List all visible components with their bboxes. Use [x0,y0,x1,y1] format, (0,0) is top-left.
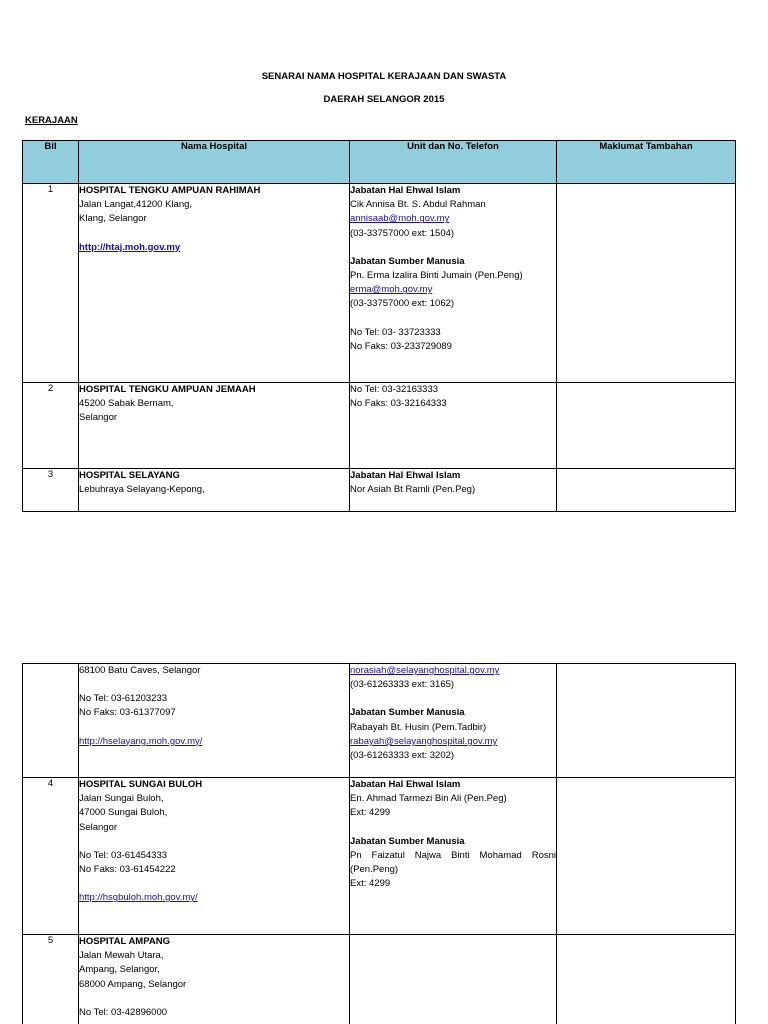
hospital-name: HOSPITAL SELAYANG [79,470,180,481]
unit-title: Jabatan Hal Ehwal Islam [350,779,461,790]
unit-cell [350,383,557,469]
hospital-cell [79,184,350,383]
hospital-website-link[interactable]: http://htaj.moh.gov.my [79,241,181,253]
section-heading: KERAJAAN [25,115,78,126]
address-line: 68100 Batu Caves, Selangor [79,665,201,676]
additional-info-cell [557,935,736,1024]
row-number: 2 [23,383,79,469]
header-maklumat-tambahan: Maklumat Tambahan [557,141,736,184]
unit-person: Nor Asiah Bt Ramli (Pen.Peg) [350,484,476,496]
table-row [23,664,736,778]
unit-person: Cik Annisa Bt. S. Abdul Rahman [350,199,486,211]
additional-info-cell [557,664,736,778]
unit-title: Jabatan Hal Ehwal Islam [350,185,461,196]
additional-info-cell [557,184,736,383]
telephone: No Tel: 03- 33723333 [350,326,441,338]
address-line: Jalan Langat,41200 Klang, [79,199,193,211]
hospital-cell [79,778,350,935]
hospital-name: HOSPITAL SUNGAI BULOH [79,779,203,790]
unit-cell [350,664,557,778]
unit-phone: (03-61263333 ext: 3165) [350,679,455,691]
address-line: Jalan Sungai Buloh, [79,793,164,805]
header-bil: Bil [23,141,79,184]
document-page-2 [0,600,768,1024]
unit-ext: Ext: 4299 [350,878,391,890]
fax: No Faks: 03-61454222 [79,864,176,876]
hospital-website-link[interactable]: http://hsgbuloh.moh.gov.my/ [79,892,198,904]
address-line: 45200 Sabak Bernam, [79,398,174,410]
unit-title: Jabatan Sumber Manusia [350,255,465,267]
address-line: Jalan Mewah Utara, [79,950,164,962]
hospital-cell [79,935,350,1024]
unit-cell [350,184,557,383]
fax: No Faks: 03-233729089 [350,340,452,352]
address-line: 47000 Sungai Buloh, [79,807,168,819]
hospital-name: HOSPITAL TENGKU AMPUAN RAHIMAH [79,185,261,196]
unit-email-link[interactable]: annisaab@moh.gov.my [350,213,450,225]
address-line: Ampang, Selangor, [79,964,160,976]
row-number: 4 [23,778,79,935]
telephone: No Tel: 03-32163333 [350,384,439,395]
additional-info-cell [557,469,736,513]
address-line: 68000 Ampang, Selangor [79,978,187,990]
row-number: 5 [23,935,79,1024]
unit-person: Rabayah Bt. Husin (Pem.Tadbir) [350,721,487,733]
unit-phone: (03-33757000 ext: 1062) [350,298,455,310]
unit-cell [350,469,557,513]
unit-title: Jabatan Sumber Manusia [350,707,465,719]
hospital-name: HOSPITAL TENGKU AMPUAN JEMAAH [79,384,256,395]
hospital-cell [79,664,350,778]
unit-title: Jabatan Sumber Manusia [350,835,465,847]
hospital-cell [79,469,350,513]
unit-email-link[interactable]: erma@moh.gov.my [350,284,433,296]
row-number-empty [23,664,79,778]
hospital-cell [79,383,350,469]
table-row [23,935,736,1024]
address-line: Lebuhraya Selayang-Kepong, [79,484,205,496]
unit-person: En. Ahmad Tarmezi Bin Ali (Pen.Peg) [350,793,507,805]
header-unit-telefon: Unit dan No. Telefon [350,141,557,184]
telephone: No Tel: 03-61454333 [79,849,168,861]
unit-title: Jabatan Hal Ehwal Islam [350,470,461,481]
hospital-table [22,140,736,512]
header-nama-hospital: Nama Hospital [79,141,350,184]
address-line: Selangor [79,821,118,833]
table-row [23,469,736,513]
row-number: 1 [23,184,79,383]
address-line: Selangor [79,412,118,424]
table-row [23,383,736,469]
document-title: SENARAI NAMA HOSPITAL KERAJAAN DAN SWASTA [261,71,507,82]
unit-cell [350,778,557,935]
document-subtitle: DAERAH SELANGOR 2015 [323,94,445,105]
additional-info-cell [557,778,736,935]
telephone: No Tel: 03-42896000 [79,1006,168,1018]
fax: No Faks: 03-32164333 [350,398,447,410]
page-2-content [0,663,768,1024]
unit-person: Pn. Erma Izalira Binti Jumain (Pen.Peng) [350,270,523,282]
hospital-name: HOSPITAL AMPANG [79,936,170,947]
unit-ext: Ext: 4299 [350,807,391,819]
row-number: 3 [23,469,79,513]
unit-email-link[interactable]: rabayah@selayanghospital.gov.my [350,735,498,747]
telephone: No Tel: 03-61203233 [79,693,168,705]
unit-cell [350,935,557,1024]
fax: No Faks: 03-61377097 [79,707,176,719]
unit-phone: (03-33757000 ext: 1504) [350,227,455,239]
page-break-line [22,511,736,512]
additional-info-cell [557,383,736,469]
table-row [23,184,736,383]
table-header-row [23,141,736,184]
table-row [23,778,736,935]
hospital-table-continued [22,663,736,1024]
unit-email-link[interactable]: norasiah@selayanghospital.gov.my [350,665,500,676]
hospital-website-link[interactable]: http://hselayang.moh.gov.my/ [79,735,203,747]
unit-person: Pn Faizatul Najwa Binti Mohamad Rosni (Pen.Peng) [350,849,556,876]
address-line: Klang, Selangor [79,213,147,225]
unit-phone: (03-61263333 ext: 3202) [350,750,455,762]
